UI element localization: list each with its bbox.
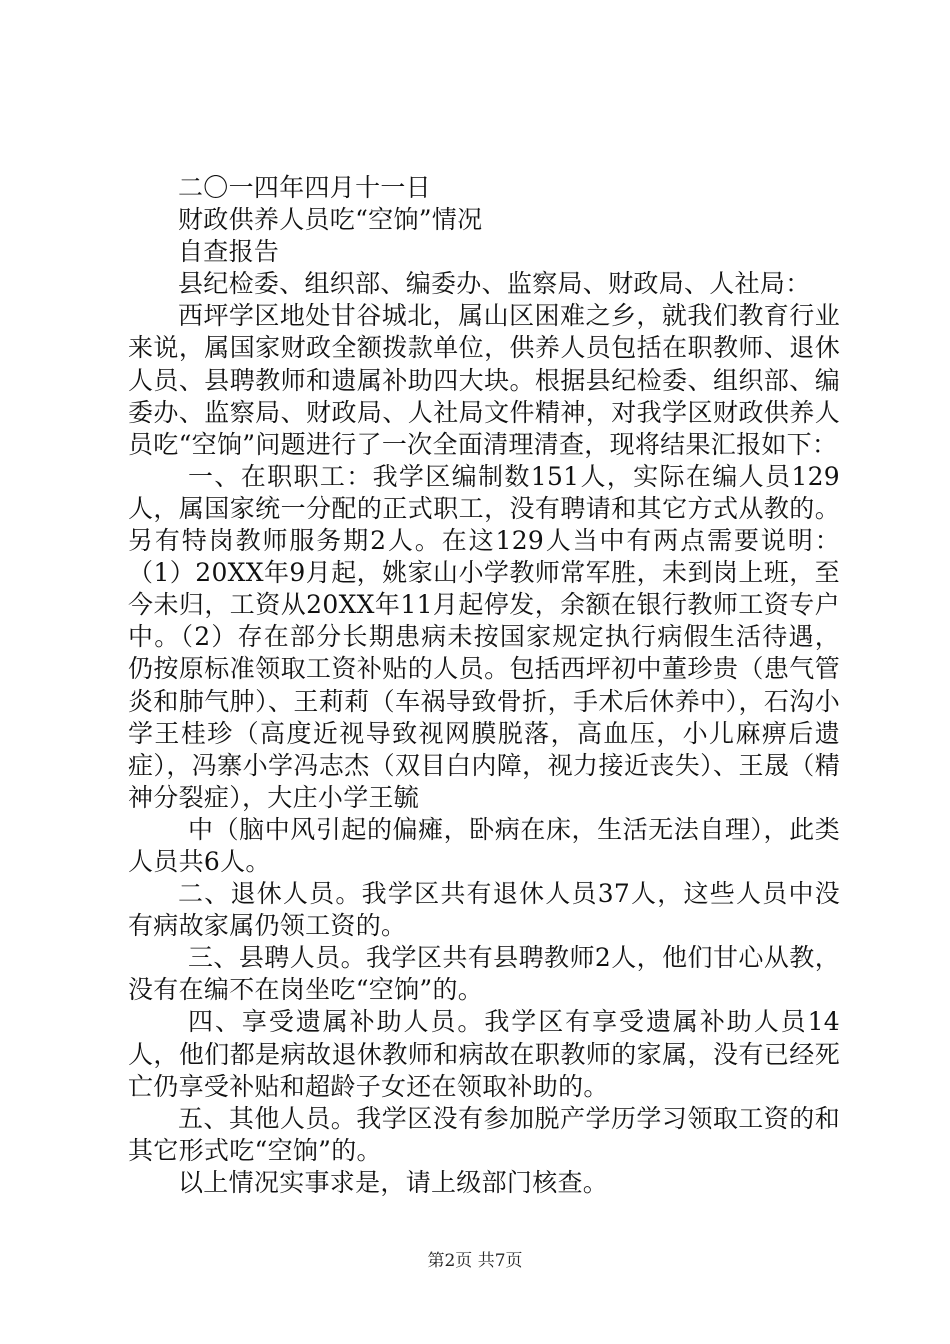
- paragraph-section-1-continued: 中（脑中风引起的偏瘫，卧病在床，生活无法自理），此类人员共6人。: [128, 814, 840, 876]
- paragraph-section-3: 三、县聘人员。我学区共有县聘教师2人，他们甘心从教，没有在编不在岗坐吃“空饷”的。: [128, 943, 840, 1005]
- paragraph-section-2: 二、退休人员。我学区共有退休人员37人，这些人员中没有病故家属仍领工资的。: [128, 879, 840, 941]
- page-footer: [0, 1246, 950, 1271]
- paragraph-section-1: 一、在职职工：我学区编制数151人，实际在编人员129人，属国家统一分配的正式职工，没有聘请和其它方式从教的。另有特岗教师服务期2人。在这129人当中有两点需要说明：（1）20XX年9月起，姚家山小学教师常军胜，未到岗上班，至今未归，工资从20XX年11月起停发，余额在银行教师工资专户中。（2）存在部分长期患病未按国家规定执行病假生活待遇，仍按原标准领取工资补贴的人员。包括西坪初中董珍贵（患气管炎和肺气肿）、王莉莉（车祸导致骨折，手术后休养中），石沟小学王桂珍（高度近视导致视网膜脱落，高血压，小儿麻痹后遗症），冯寨小学冯志杰（双目白内障，视力接近丧失）、王晟（精神分裂症），大庄小学王毓: [128, 461, 840, 812]
- paragraph-section-5: 五、其他人员。我学区没有参加脱产学历学习领取工资的和其它形式吃“空饷”的。: [128, 1103, 840, 1165]
- paragraph-section-4: 四、享受遗属补助人员。我学区有享受遗属补助人员14人，他们都是病故退休教师和病故在职教师的家属，没有已经死亡仍享受补贴和超龄子女还在领取补助的。: [128, 1007, 840, 1101]
- document-title-line-2: 自查报告: [178, 237, 280, 267]
- page-indicator: 第2页 共7页: [427, 1251, 523, 1271]
- paragraph-intro: 西坪学区地处甘谷城北，属山区困难之乡，就我们教育行业来说，属国家财政全额拨款单位，供养人员包括在职教师、退休人员、县聘教师和遗属补助四大块。根据县纪检委、组织部、编委办、监察局、财政局、人社局文件精神，对我学区财政供养人员吃“空饷”问题进行了一次全面清理清查，现将结果汇报如下：: [128, 301, 840, 459]
- salutation: 县纪检委、组织部、编委办、监察局、财政局、人社局：: [178, 269, 811, 299]
- document-title-line-1: 财政供养人员吃“空饷”情况: [178, 205, 483, 235]
- document-body: [128, 172, 840, 1199]
- paragraph-closing: 以上情况实事求是，请上级部门核查。: [178, 1167, 609, 1197]
- document-date: 二〇一四年四月十一日: [178, 173, 432, 202]
